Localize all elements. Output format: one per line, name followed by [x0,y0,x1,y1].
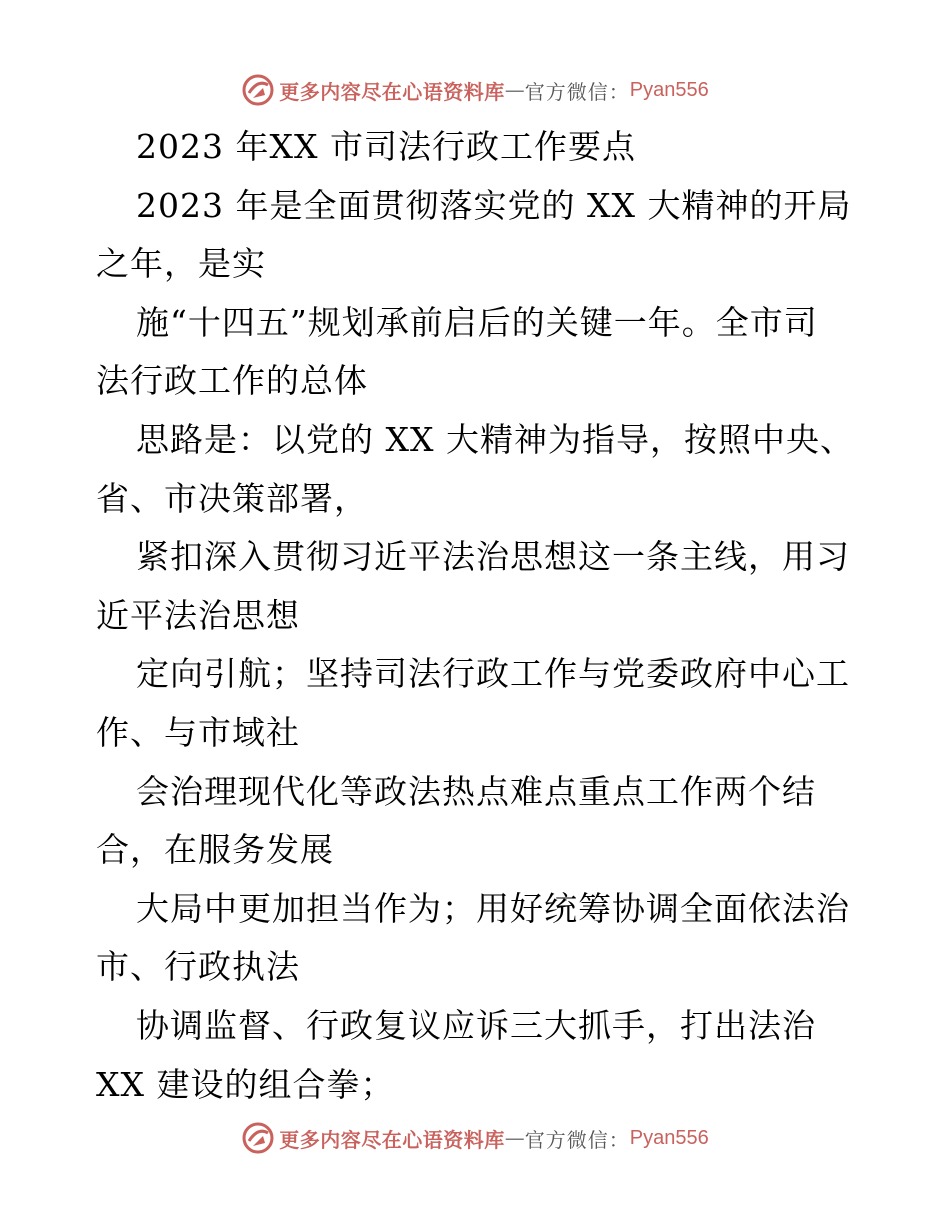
document-line: 思路是：以党的 XX 大精神为指导，按照中央、 [136,419,854,459]
watermark-main-text: 更多内容尽在心语资料库 [279,1127,505,1152]
document-line: 省、市决策部署， [96,478,368,518]
watermark-wechat-label: 官方微信： [524,79,630,104]
document-line: 法行政工作的总体 [96,361,368,401]
swirl-logo-icon [241,1121,275,1155]
document-line: 作、与市域社 [96,712,300,752]
document-line: 施“十四五”规划承前启后的关键一年。全市司 [136,302,818,342]
watermark-wechat-id: Pyan556 [629,1126,709,1149]
document-line: 近平法治思想 [96,595,300,635]
document-line: 之年，是实 [96,244,266,284]
watermark-wechat-label: 官方微信： [524,1127,630,1152]
watermark-main-text: 更多内容尽在心语资料库 [279,79,505,104]
document-line: 会治理现代化等政法热点难点重点工作两个结 [136,771,816,811]
swirl-logo-icon [241,73,275,107]
watermark-wechat-id: Pyan556 [629,78,709,101]
document-line: 协调监督、行政复议应诉三大抓手，打出法治 [136,1005,816,1045]
document-line: 合，在服务发展 [96,830,334,870]
document-line: 定向引航；坚持司法行政工作与党委政府中心工 [136,654,850,694]
watermark-separator: — [504,1126,525,1150]
document-line: 2023 年是全面贯彻落实党的 XX 大精神的开局 [136,185,852,225]
document-body [96,118,856,1114]
document-line: 紧扣深入贯彻习近平法治思想这一条主线，用习 [136,537,850,577]
document-line: 市、行政执法 [96,947,300,987]
document-line: XX 建设的组合拳； [96,1064,395,1104]
watermark-separator: — [504,78,525,102]
watermark-banner-top [0,70,950,110]
document-line: 2023 年XX 市司法行政工作要点 [136,127,636,166]
watermark-banner-bottom [0,1118,950,1158]
document-line: 大局中更加担当作为；用好统筹协调全面依法治 [136,888,850,928]
